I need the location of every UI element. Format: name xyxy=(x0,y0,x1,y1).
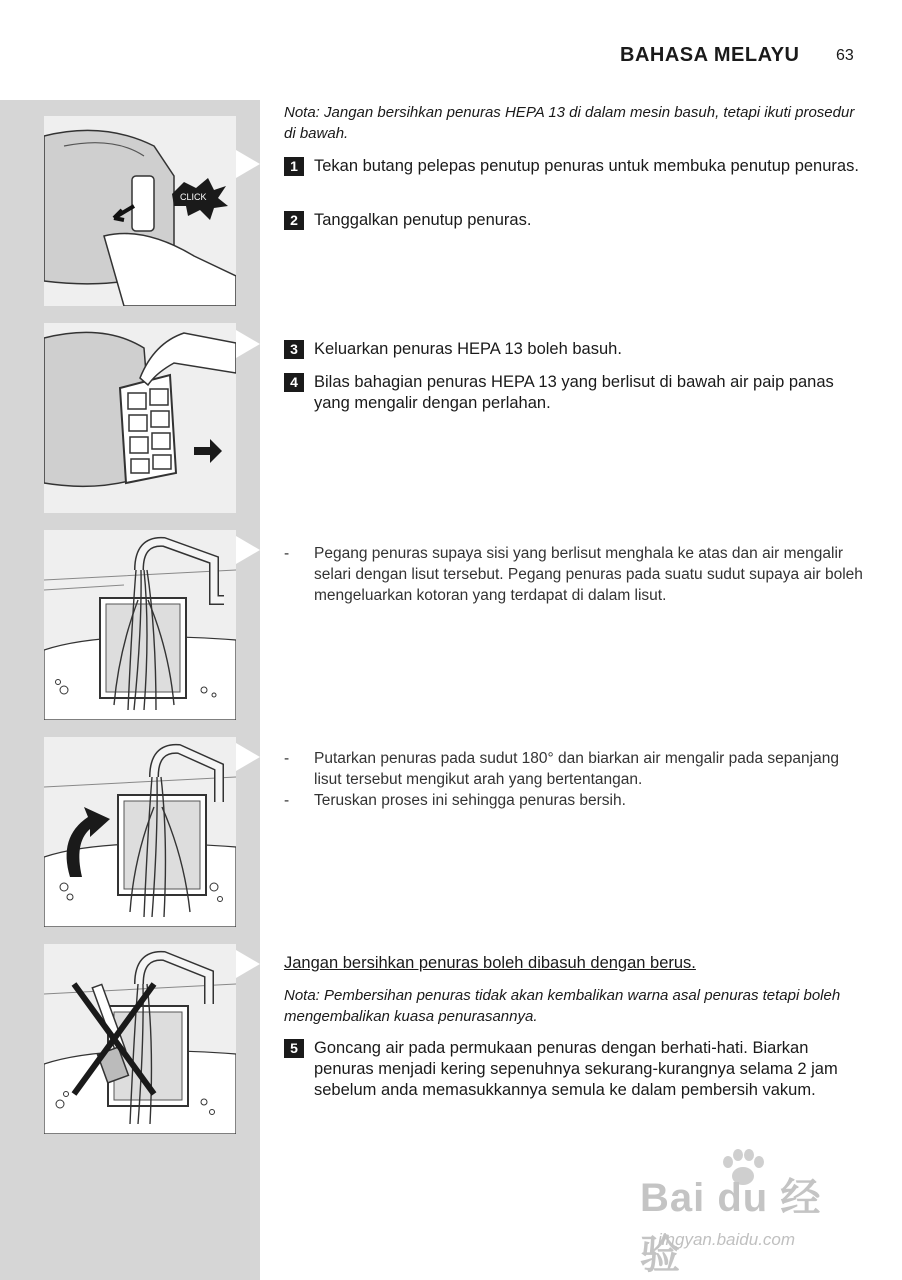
bullet-dash: - xyxy=(284,792,290,809)
step-2 xyxy=(284,210,864,231)
step-text: Bilas bahagian penuras HEPA 13 yang berlisut di bawah air paip panas yang mengalir dengan perlahan. xyxy=(314,373,834,412)
step-number: 4 xyxy=(284,373,304,392)
illustration-no-brush xyxy=(44,944,236,1134)
illustration-pointer xyxy=(236,150,260,178)
step-4 xyxy=(284,372,864,414)
illustration-pointer xyxy=(236,743,260,771)
bullet-dash: - xyxy=(284,750,290,767)
header-language: BAHASA MELAYU xyxy=(620,44,800,66)
bullet-hold-filter xyxy=(284,543,864,606)
step-number: 1 xyxy=(284,157,304,176)
page-number: 63 xyxy=(836,47,854,64)
bullet-continue xyxy=(284,790,864,811)
baidu-watermark xyxy=(640,1148,850,1277)
bullet-text: Putarkan penuras pada sudut 180° dan biarkan air mengalir pada sepanjang lisut tersebut mengikut arah yang bertentangan. xyxy=(314,750,839,788)
step-text: Goncang air pada permukaan penuras dengan berhati-hati. Biarkan penuras menjadi kering sepenuhnya sekurang-kurangnya selama 2 jam sebelum anda memasukkannya semula ke dalam pembersih vakum. xyxy=(314,1039,838,1099)
click-label: CLICK xyxy=(180,192,207,202)
illustration-pointer xyxy=(236,330,260,358)
bullet-text: Teruskan proses ini sehingga penuras bersih. xyxy=(314,792,626,809)
illustration-filter-removal xyxy=(44,323,236,513)
vacuum-filter-removal-icon xyxy=(44,323,236,513)
illustration-cover-release xyxy=(44,116,236,306)
watermark-main: Bai du 经验 xyxy=(640,1176,822,1277)
step-number: 5 xyxy=(284,1039,304,1058)
step-1 xyxy=(284,156,864,177)
bullet-rotate-filter xyxy=(284,748,864,790)
filter-rinse-tap-icon xyxy=(44,530,236,720)
illustration-pointer xyxy=(236,536,260,564)
illustration-filter-rinse xyxy=(44,530,236,720)
note-washing-machine: Nota: Jangan bersihkan penuras HEPA 13 di dalam mesin basuh, tetapi ikuti prosedur di bawah. xyxy=(284,104,855,142)
note-colour: Nota: Pembersihan penuras tidak akan kembalikan warna asal penuras tetapi boleh mengembalikan kuasa penurasannya. xyxy=(284,987,841,1025)
bullet-text: Pegang penuras supaya sisi yang berlisut menghala ke atas dan air mengalir selari dengan lisut tersebut. Pegang penuras pada suatu sudut supaya air boleh mengeluarkan kotoran yang terdapat di dalam lisut. xyxy=(314,545,863,604)
step-5 xyxy=(284,1038,864,1101)
step-number: 3 xyxy=(284,340,304,359)
step-number: 2 xyxy=(284,211,304,230)
illustration-pointer xyxy=(236,950,260,978)
step-3 xyxy=(284,339,864,360)
warning-no-brush: Jangan bersihkan penuras boleh dibasuh dengan berus. xyxy=(284,954,696,972)
step-text: Tekan butang pelepas penutup penuras untuk membuka penutup penuras. xyxy=(314,157,859,175)
illustration-filter-rotate xyxy=(44,737,236,927)
vacuum-cover-release-icon xyxy=(44,116,236,306)
watermark-url: jingyan.baidu.com xyxy=(658,1230,796,1249)
filter-rotate-rinse-icon xyxy=(44,737,236,927)
bullet-dash: - xyxy=(284,545,290,562)
step-text: Keluarkan penuras HEPA 13 boleh basuh. xyxy=(314,340,622,358)
no-brush-cleaning-icon xyxy=(44,944,236,1134)
step-text: Tanggalkan penutup penuras. xyxy=(314,211,532,229)
